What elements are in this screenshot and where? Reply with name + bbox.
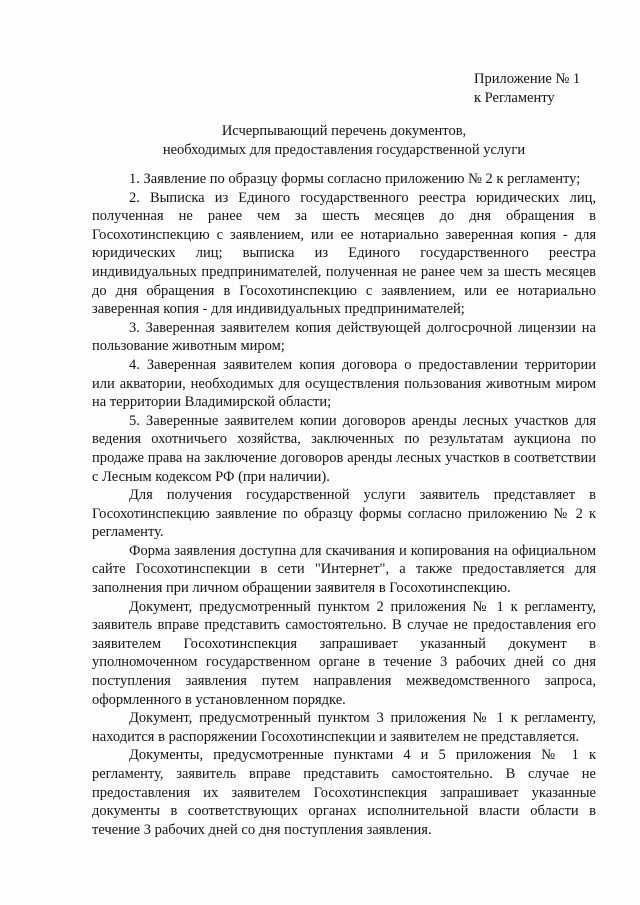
title-line-2: необходимых для предоставления государственной услуги — [162, 142, 526, 158]
document-body — [92, 170, 596, 839]
paragraph-document-3: Документ, предусмотренный пунктом 3 приложения № 1 к регламенту, находится в распоряжении Госохотинспекции и заявителем не представляется. — [92, 710, 596, 745]
paragraph-documents-4-5: Документы, предусмотренные пунктами 4 и 5 приложения № 1 к регламенту, заявитель вправе представить самостоятельно. В случае не предоставления их заявителем Госохотинспекция запрашивает указанные документы в соответствующих органах исполнительной власти области в течение 3 рабочих дней со дня поступления заявления. — [92, 747, 596, 838]
appendix-regulation: к Регламенту — [474, 90, 555, 106]
title-line-1: Исчерпывающий перечень документов, — [221, 123, 467, 139]
appendix-reference — [474, 70, 580, 108]
paragraph-form-availability: Форма заявления доступна для скачивания и копирования на официальном сайте Госохотинспекции в сети "Интернет", а также предоставляется для заполнения при личном обращении заявителя в Госохотинспекцию. — [92, 542, 596, 597]
paragraph-item-2: 2. Выписка из Единого государственного реестра юридических лиц, полученная не ранее чем за шесть месяцев до дня обращения в Госохотинспекцию с заявлением, или ее нотариально заверенная копия - для юридических лиц; выписка из Единого государственного реестра индивидуальных предпринимателей, полученная не ранее чем за шесть месяцев до дня обращения в Госохотинспекцию с заявлением, или ее нотариально заверенная копия - для индивидуальных предпринимателей; — [92, 189, 596, 318]
paragraph-submission: Для получения государственной услуги заявитель представляет в Госохотинспекцию заявление по образцу формы согласно приложению № 2 к регламенту. — [92, 487, 596, 541]
paragraph-item-4: 4. Заверенная заявителем копия договора о предоставлении территории или акватории, необходимых для осуществления пользования животным миром на территории Владимирской области; — [92, 356, 596, 411]
paragraph-document-2: Документ, предусмотренный пунктом 2 приложения № 1 к регламенту, заявитель вправе представить самостоятельно. В случае не предоставления его заявителем Госохотинспекция запрашивает указанный документ в уполномоченном государственном органе в течение 3 рабочих дней со дня поступления заявления путем направления межведомственного запроса, оформленного в установленном порядке. — [92, 598, 596, 708]
appendix-number: Приложение № 1 — [474, 71, 581, 87]
document-title — [92, 122, 596, 160]
paragraph-item-1: 1. Заявление по образцу формы согласно приложению № 2 к регламенту; — [129, 171, 581, 187]
paragraph-item-5: 5. Заверенные заявителем копии договоров аренды лесных участков для ведения охотничьего хозяйства, заключенных по результатам аукциона по продаже права на заключение договоров аренды лесных участков в соответствии с Лесным кодексом РФ (при наличии). — [92, 412, 596, 485]
paragraph-item-3: 3. Заверенная заявителем копия действующей долгосрочной лицензии на пользование животным миром; — [92, 319, 596, 355]
